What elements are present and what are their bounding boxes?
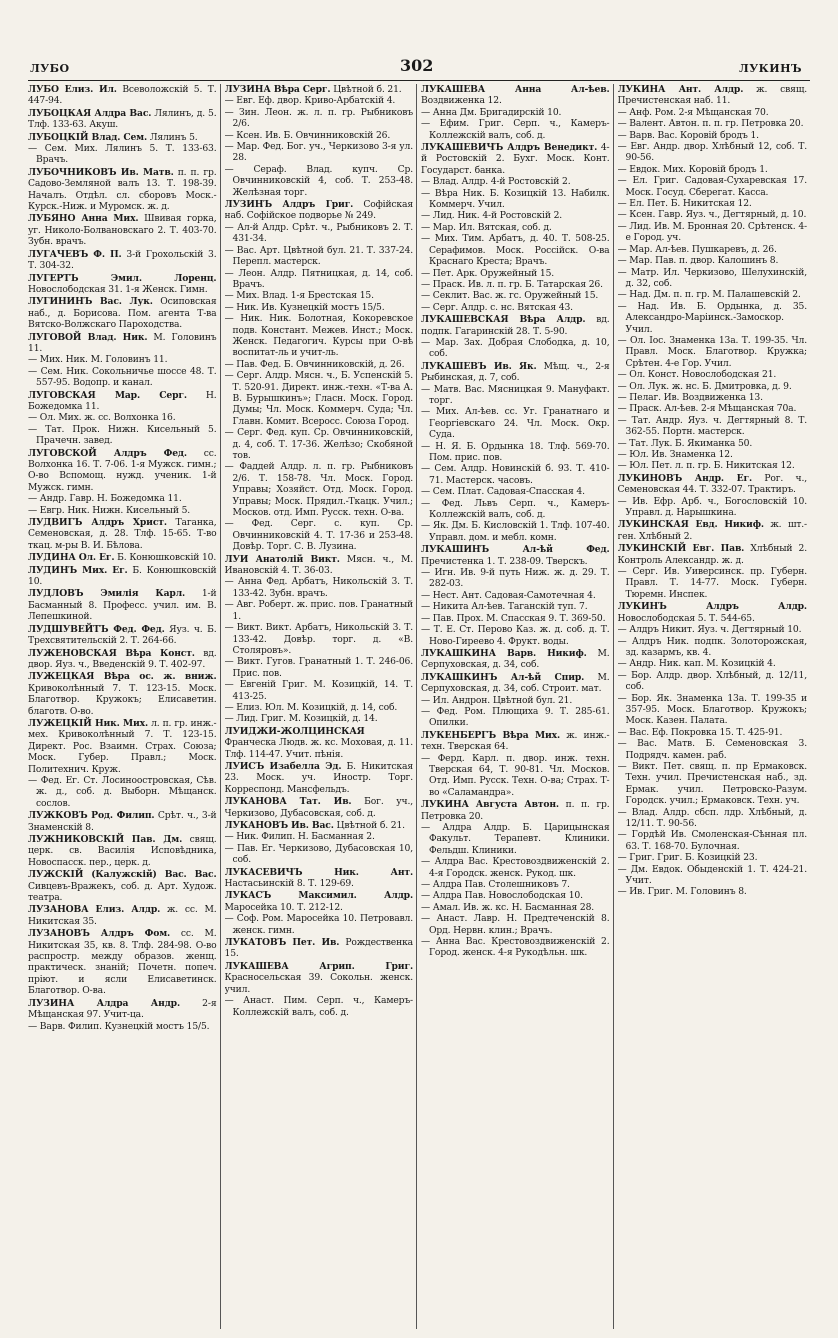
entry-subline: — Сем. Плат. Садовая-Спасская 4. xyxy=(421,486,585,498)
entry-details: М. Серпуховская, д. 34, соб. xyxy=(421,647,610,671)
directory-entry xyxy=(225,726,414,760)
directory-entry xyxy=(225,961,414,1018)
entry-name: ЛУИ Анатолій Викт. xyxy=(224,553,340,565)
entry-details: Таганка, Семеновская, д. 28. Тлф. 15-65. Т-во ткац. м-ры В. И. Бѣлова. xyxy=(28,517,217,551)
entry-subline: — Викт. Гугов. Гранатный 1. Т. 246-06. Прис. пов. xyxy=(224,656,413,679)
entry-subline: — Григ. Григ. Б. Козицкій 23. xyxy=(617,852,758,864)
entry-name: ЛУЗИНА Вѣра Серг. xyxy=(224,84,331,95)
entry-name: ЛУЖНИКОВСКІЙ Пав. Дм. xyxy=(28,834,183,845)
entry-subline: — Дм. Евдок. Обыденскій 1. Т. 424-21. Учит. xyxy=(617,863,807,887)
entry-subline: — Праск. Ив. л. п. гр. Б. Татарская 26. xyxy=(421,278,603,290)
entry-details: Воздвиженка 12. xyxy=(421,95,502,107)
entry-name: ЛУГАЧЕВЪ Ф. П. xyxy=(28,248,122,260)
entry-subline: — Пелаг. Ив. Воздвиженка 13. xyxy=(617,391,763,403)
directory-entry xyxy=(28,517,217,551)
directory-entry xyxy=(28,904,217,927)
entry-subline: — Анаст. Лавр. Н. Предтеченскій 8. Орд. Нервн. клин.; Врачъ. xyxy=(421,913,610,936)
entry-details: Мясн. ч., М. Ивановскій 4. Т. 36-03. xyxy=(224,553,414,577)
directory-entry xyxy=(618,601,808,898)
entry-subline: — Андр. Гавр. Н. Божедомка 11. xyxy=(28,493,182,505)
entry-details: Б. Конюшковскій 10. xyxy=(28,564,217,588)
entry-subline: — Мих. Ник. М. Головинъ 11. xyxy=(28,354,168,366)
entry-details: Красносельская 39. Сокольн. женск. учил. xyxy=(224,972,413,995)
directory-entry xyxy=(28,928,217,996)
entry-name: ЛУКАНОВЪ Ив. Вас. xyxy=(224,820,334,831)
entry-subline: — Тат. Прок. Нижн. Кисельный 5. Прачечн. завед. xyxy=(28,423,217,447)
directory-entry xyxy=(28,273,217,296)
entry-details: Новослободская 31. 1-я Женск. Гимн. xyxy=(28,283,208,295)
directory-entry xyxy=(225,890,414,936)
directory-entry xyxy=(28,998,217,1032)
directory-entry xyxy=(28,249,217,272)
entry-subline: — Сем. Ник. Сокольничье шоссе 48. Т. 557-95. Водопр. и канал. xyxy=(28,365,217,389)
directory-entry xyxy=(28,869,217,903)
entry-subline: — Евгр. Ник. Нижн. Кисельный 5. xyxy=(28,504,191,516)
entry-subline: — Андр. Ник. кап. М. Козицкій 4. xyxy=(617,658,776,670)
page-number: 302 xyxy=(400,56,434,75)
entry-subline: — Ферд. Карл. п. двор. инж. техн. Тверская 64, Т. 90-81. Чл. Москов. Отд. Имп. Русск. Техн. О-ва; Страх. Т-во «Саламандра». xyxy=(421,752,610,798)
entry-details: 2-я Мѣщанская 97. Учит-ца. xyxy=(28,997,217,1021)
entry-details: ж. сс. М. Никитская 35. xyxy=(28,904,217,927)
entry-subline: — Анна Дм. Бригадирскій 10. xyxy=(421,106,562,118)
entry-subline: — Мар. Ил. Вятская, соб. д. xyxy=(421,221,552,233)
entry-details: сс. Волхонка 16. Т. 7-06. 1-я Мужск. гимн.; О-во Вспомощ. нужд. ученик. 1-й Мужск. гимн. xyxy=(28,447,217,493)
directory-entry xyxy=(225,820,414,866)
directory-entry xyxy=(225,761,414,795)
entry-name: ЛУЗИНЪ Алдръ Григ. xyxy=(224,199,354,211)
entry-name: ЛУБЯНО Анна Мих. xyxy=(28,213,139,225)
directory-entry xyxy=(421,672,610,729)
directory-entry xyxy=(421,142,610,313)
entry-details: Новослободская 5. Т. 544-65. xyxy=(617,612,755,624)
entry-details: Сивцевъ-Вражекъ, соб. д. Арт. Худож. театра. xyxy=(28,880,217,904)
entry-subline: — Евг. Андр. двор. Хлѣбный 12, соб. Т. 90-56. xyxy=(617,141,807,164)
entry-subline: — Влад. Алдр. 4-й Ростовскій 2. xyxy=(421,176,571,188)
directory-entry xyxy=(421,361,610,544)
directory-entry xyxy=(28,448,217,516)
directory-entry xyxy=(421,648,610,671)
entry-details: Б. Никитская 23. Моск. уч. Иностр. Торг. Корреспонд. Мансфельдъ. xyxy=(224,760,413,795)
entry-details: Кривоколѣнный 7. Т. 123-15. Моск. Благотвор. Кружокъ; Елисаветин. благотв. О-во. xyxy=(28,682,217,717)
directory-entry xyxy=(28,565,217,588)
entry-subline: — Валент. Автон. п. п. гр. Петровка 20. xyxy=(617,118,804,130)
entry-subline: — Серг. Фед. куп. Ср. Овчинниковскій, д. 4, соб. Т. 17-36. Желѣзо; Скобяной тов. xyxy=(224,427,413,461)
entry-name: ЛУКАШЕВА Агрип. Григ. xyxy=(224,960,413,972)
entry-name: ЛУЖКОВЪ Род. Филип. xyxy=(28,810,155,822)
directory-entry xyxy=(28,718,217,809)
running-head-left: ЛУБО xyxy=(30,62,70,75)
entry-subline: — Фед. Львъ Серп. ч., Камеръ-Коллежскій валъ, соб. д. xyxy=(421,497,610,521)
entry-subline: — Серг. Алдр. с. нс. Вятская 43. xyxy=(421,301,573,313)
entry-subline: — Лид. Григ. М. Козицкій, д. 14. xyxy=(224,713,378,725)
directory-column-1 xyxy=(28,84,221,1329)
entry-details: Бог. уч., Черкизово, Дубасовская, соб. д. xyxy=(224,796,413,819)
entry-subline: — Евдок. Мих. Коровій бродъ 1. xyxy=(617,163,768,175)
entry-subline: — Вас. Матв. Б. Семеновская 3. Подрядч. камен. раб. xyxy=(617,738,807,761)
directory-entry xyxy=(28,84,217,107)
entry-name: ЛУКАШЕВИЧЪ Алдръ Венедикт. xyxy=(421,142,598,154)
entry-subline: — Ол. Конст. Новослободская 21. xyxy=(617,369,777,381)
entry-name: ЛУИСЪ Изабелла Эд. xyxy=(224,760,342,772)
entry-name: ЛУДШУВЕЙТЪ Фед. Фед. xyxy=(28,623,165,635)
running-head-right: ЛУКИНЪ xyxy=(739,62,802,75)
directory-entry xyxy=(225,199,414,553)
entry-name: ЛУКИНОВЪ Андр. Ег. xyxy=(617,472,752,484)
entry-details: Швивая горка, уг. Николо-Болвановскаго 2. Т. 403-70. Зубн. врачъ. xyxy=(28,213,217,248)
page-header xyxy=(0,0,838,80)
entry-name: ЛУКАСЕВИЧЪ Ник. Ант. xyxy=(224,866,413,878)
entry-subline: — Тат. Лук. Б. Якиманка 50. xyxy=(617,437,753,449)
entry-name: ЛУКАНОВА Тат. Ив. xyxy=(224,796,352,808)
entry-subline: — Ив. Григ. М. Головинъ 8. xyxy=(617,886,747,898)
entry-name: ЛУКАТОВЪ Пет. Ив. xyxy=(224,937,340,949)
entry-details: п. п. гр. Садово-Земляной валъ 13. Т. 198-39. Началъ. Отдѣл. сл. сборовъ Моск.-Курск.-Ниж. и Муромск. ж. д. xyxy=(28,166,217,213)
directory-entry xyxy=(225,84,414,198)
directory-entry xyxy=(28,624,217,647)
entry-subline: — Фаддей Алдр. л. п. гр. Рыбниковъ 2/6. Т. 158-78. Чл. Моск. Город. Управы; Хозяйст. Отд. Моск. Город. Управы; Моск. Прядил.-Ткацк. Учил.; Москов. отд. Имп. Русск. техн. О-ва. xyxy=(224,461,413,519)
entry-subline: — Пав. Прох. М. Спасская 9. Т. 369-50. xyxy=(421,612,606,624)
entry-subline: — Мар. Зах. Добрая Слободка, д. 10, соб. xyxy=(421,336,610,360)
entry-details: вд. двор. Яуз. ч., Введенскій 9. Т. 402-97. xyxy=(28,647,217,670)
entry-subline: — Ол. Іос. Знаменка 13а. Т. 199-35. Чл. Правл. Моск. Благотвор. Кружка; Срѣтен. 4-е Гор. Учил. xyxy=(617,334,807,369)
entry-subline: — Алдра Вас. Крестовоздвиженскій 2. 4-я Городск. женск. Рукод. шк. xyxy=(421,856,610,879)
entry-subline: — Юл. Пет. л. п. гр. Б. Никитская 12. xyxy=(617,460,795,472)
entry-name: ЛУДЛОВЪ Эмилія Карл. xyxy=(28,588,186,600)
entry-subline: — Ел. Григ. Садовая-Сухаревская 17. Моск. Госуд. Сберегат. Касса. xyxy=(617,175,807,198)
entry-subline: — Бор. Алдр. двор. Хлѣбный, д. 12/11, соб. xyxy=(617,669,807,693)
entry-subline: — Сем. Алдр. Новинскій б. 93. Т. 410-71. Мастерск. часовъ. xyxy=(421,463,610,486)
entry-subline: — Ефим. Григ. Серп. ч., Камеръ-Коллежскій валъ, соб. д. xyxy=(421,118,610,141)
entry-subline: — Лид. Ив. М. Бронная 20. Срѣтенск. 4-е Город. уч. xyxy=(617,220,807,244)
entry-subline: — Ол. Лук. ж. нс. Б. Дмитровка, д. 9. xyxy=(617,380,792,392)
entry-details: Б. Конюшковскій 10. xyxy=(114,552,217,564)
directory-entry xyxy=(421,84,610,141)
entry-details: п. п. гр. Петровка 20. xyxy=(421,799,610,822)
entry-details: Пречистенка 1. Т. 238-09. Тверскъ. xyxy=(421,555,588,567)
entry-subline: — Мих. Влад. 1-я Брестская 15. xyxy=(224,290,374,302)
directory-entry xyxy=(421,730,610,798)
entry-name: ЛУКАШЕВЪ Ив. Як. xyxy=(421,360,537,372)
entry-subline: — Юл. Ив. Знаменка 12. xyxy=(617,449,733,460)
entry-subline: — Леон. Алдр. Пятницкая, д. 14, соб. Врачъ. xyxy=(224,267,413,290)
entry-subline: — Мар. Ал-ѣев. Пушкаревъ, д. 26. xyxy=(617,243,777,255)
directory-entry xyxy=(618,519,808,542)
entry-subline: — Бор. Як. Знаменка 13а. Т. 199-35 и 357-95. Моск. Благотвор. Кружокъ; Моск. Казен. Палата. xyxy=(617,692,807,727)
entry-subline: — Матв. Вас. Мясницкая 9. Мануфакт. торг. xyxy=(421,383,610,406)
entry-subline: — Ил. Андрон. Цвѣтной бул. 21. xyxy=(421,694,573,706)
entry-name: ЛУДИНЪ Мих. Ег. xyxy=(28,564,128,576)
entry-name: ЛУКАШКИНА Варв. Никиф. xyxy=(421,647,587,659)
entry-subline: — Евгеній Григ. М. Козицкій, 14. Т. 413-25. xyxy=(224,679,413,702)
entry-subline: — Ник. Ник. Болотная, Кокоревское подв. Констант. Межев. Инст.; Моск. Женск. Педагогич. Курсы при О-вѣ воспитат-ль и учит-ль. xyxy=(224,313,413,359)
directory-column-2 xyxy=(225,84,418,1329)
entry-subline: — Мих. Ал-ѣев. сс. Уг. Гранатнаго и Георгіевскаго 24. Чл. Моск. Окр. Суда. xyxy=(421,406,610,441)
entry-details: 4-й Ростовскій 2. Бухг. Моск. Конт. Государст. банка. xyxy=(421,142,610,176)
entry-subline: — Анна Вас. Крестовоздвиженскій 2. Город. женск. 4-я Рукодѣльн. шк. xyxy=(421,936,610,959)
directory-entry xyxy=(225,937,414,960)
entry-subline: — Мар. Фед. Бог. уч., Черкизово 3-я ул. 28. xyxy=(224,141,413,164)
entry-subline: — Сераф. Влад. купч. Ср. Овчинниковскій 4, соб. Т. 253-48. Желѣзная торг. xyxy=(224,163,413,198)
entry-subline: — Секлит. Вас. ж. гс. Оружейный 15. xyxy=(421,290,599,302)
directory-entry xyxy=(618,84,808,472)
entry-details: М. Серпуховская, д. 34, соб. Строит. мат. xyxy=(421,671,610,695)
entry-subline: — Н. Я. Б. Ордынка 18. Тлф. 569-70. Пом. прис. пов. xyxy=(421,440,610,463)
directory-entry xyxy=(28,390,217,447)
entry-name: ЛУБО Елиз. Ил. xyxy=(28,84,117,95)
entry-name: ЛУКАШИНЪ Ал-ѣй Фед. xyxy=(421,544,610,556)
entry-subline: — Як. Дм. Б. Кисловскій 1. Тлф. 107-40. Управл. дом. и мебл. комн. xyxy=(421,520,610,543)
entry-name: ЛУБОЦКІЙ Влад. Сем. xyxy=(28,131,148,143)
entry-subline: — Вас. Еф. Покровка 15. Т. 425-91. xyxy=(617,726,783,738)
directory-entry xyxy=(28,671,217,717)
directory-entry xyxy=(28,834,217,868)
entry-subline: — Зин. Леон. ж. л. п. гр. Рыбниковъ 2/6. xyxy=(224,106,413,130)
entry-subline: — Амал. Ив. ж. кс. Н. Басманная 28. xyxy=(421,901,595,913)
entry-subline: — Над. Дм. п. п. гр. М. Палашевскій 2. xyxy=(617,289,801,301)
entry-subline: — Ник. Филип. Н. Басманная 2. xyxy=(224,831,375,843)
entry-subline: — Ал-й Алдр. Срѣт. ч., Рыбниковъ 2. Т. 431-34. xyxy=(224,221,413,245)
entry-details: Яуз. ч. Б. Трехсвятительскій 2. Т. 264-66. xyxy=(28,623,217,647)
entry-name: ЛУЗАНОВЪ Алдръ Фом. xyxy=(28,928,171,940)
entry-subline: — Алдръ Никит. Яуз. ч. Дегтярный 10. xyxy=(617,624,802,636)
entry-details: М. Головинъ 11. xyxy=(28,331,217,354)
entry-name: ЛУЖЕЦКІЙ Ник. Мих. xyxy=(28,717,149,729)
entry-name: ЛУКАСЪ Максимил. Алдр. xyxy=(224,890,413,902)
entry-subline: — Алдра Алдр. Б. Царицынская Факульт. Терапевт. Клиники. Фельдш. Клиники. xyxy=(421,822,610,856)
entry-name: ЛУЖЕЦКАЯ Вѣра ос. ж. вниж. xyxy=(28,671,217,683)
entry-name: ЛУИДЖИ-ЖОЛЦИНСКАЯ xyxy=(224,725,365,737)
entry-details: вд. подпк. Гагаринскій 28. Т. 5-90. xyxy=(421,314,610,337)
entry-name: ЛУГИНИНЪ Вас. Лук. xyxy=(28,296,153,308)
directory-columns xyxy=(28,84,810,1329)
entry-details: ж. инж.-техн. Тверская 64. xyxy=(421,729,610,753)
entry-name: ЛУЗАНОВА Елиз. Алдр. xyxy=(28,904,161,916)
directory-entry xyxy=(28,552,217,563)
entry-subline: — Ксен. Ив. Б. Овчинниковскій 26. xyxy=(224,129,391,141)
entry-name: ЛУГОВСКОЙ Алдръ Фед. xyxy=(28,447,187,459)
entry-subline: — Пав. Фед. Б. Овчинниковскій, д. 26. xyxy=(224,358,405,370)
entry-subline: — Фед. Ром. Плющиха 9. Т. 285-61. Опилки. xyxy=(421,705,610,729)
entry-name: ЛУКИНЪ Алдръ Алдр. xyxy=(617,601,807,613)
entry-subline: — Алдра Пав. Столешниковъ 7. xyxy=(421,879,570,891)
entry-subline: — Матр. Ил. Черкизово, Шелухинскій, д. 32, соб. xyxy=(617,266,807,289)
entry-name: ЛУГЕРТЪ Эмил. Лоренц. xyxy=(28,272,217,284)
entry-details: 1-й Басманный 8. Професс. учил. им. В. Лепешкиной. xyxy=(28,588,217,623)
entry-subline: — Влад. Алдр. сбсп. лдр. Хлѣбный, д. 12/11. Т. 90-56. xyxy=(617,806,807,829)
entry-name: ЛУЖЕНОВСКАЯ Вѣра Конст. xyxy=(28,647,195,659)
entry-subline: — Викт. Викт. Арбатъ, Никольскій 3. Т. 133-42. Довѣр. торг. д. «В. Столяровъ». xyxy=(224,622,413,656)
entry-name: ЛУКАШЕВА Анна Ал-ѣев. xyxy=(421,84,610,95)
entry-subline: — Анна Фед. Арбатъ, Никольскій 3. Т. 133-42. Зубн. врачъ. xyxy=(224,576,413,599)
entry-subline: — Ел. Пет. Б. Никитская 12. xyxy=(617,198,752,210)
entry-name: ЛУДВИГЪ Алдръ Христ. xyxy=(28,517,167,529)
entry-details: Всеволожскій 5. Т. 447-94. xyxy=(28,84,217,107)
entry-subline: — Мих. Тим. Арбатъ, д. 40. Т. 508-25. Серафимов. Моск. Россійск. О-ва Краснаго Креста; Врачъ. xyxy=(421,233,610,268)
entry-subline: — Соф. Ром. Маросейка 10. Петровавл. женск. гимн. xyxy=(224,913,413,936)
entry-subline: — Авг. Роберт. ж. прис. пов. Гранатный 1. xyxy=(224,599,413,622)
entry-name: ЛУБОЦКАЯ Алдра Вас. xyxy=(28,107,152,119)
entry-subline: — Гордѣй Ив. Смоленская-Сѣнная пл. 63. Т. 168-70. Булочная. xyxy=(617,829,807,852)
directory-entry xyxy=(28,648,217,671)
entry-name: ЛУКИНА Ант. Алдр. xyxy=(617,84,744,95)
directory-entry xyxy=(28,132,217,166)
entry-subline: — Анф. Ром. 2-я Мѣщанская 70. xyxy=(617,106,769,118)
entry-subline: — Анаст. Пим. Серп. ч., Камеръ-Коллежскій валъ, соб. д. xyxy=(224,995,413,1018)
entry-name: ЛУКАШЕВСКАЯ Вѣра Алдр. xyxy=(421,314,586,326)
entry-subline: — Елиз. Юл. М. Козицкій, д. 14, соб. xyxy=(224,701,398,713)
entry-subline: — Ксен. Гавр. Яуз. ч., Дегтярный, д. 10. xyxy=(617,209,807,221)
entry-details: Рождественка 15. xyxy=(224,937,413,960)
entry-name: ЛУКИНСКІЙ Евг. Пав. xyxy=(617,543,745,555)
directory-entry xyxy=(225,554,414,725)
entry-name: ЛУКАШКИНЪ Ал-ѣй Спир. xyxy=(421,671,585,683)
entry-subline: — Праск. Ал-ѣев. 2-я Мѣщанская 70а. xyxy=(617,403,797,415)
entry-subline: — Викт. Пет. свящ. п. пр Ермаковск. Техн. учил. Пречистенская наб., зд. Ермак. учил. Петровско-Разум. Городск. учил.; Ермаковск. Техн. уч. xyxy=(617,760,807,807)
entry-details: Хлѣбный 2. Контроль Александр. ж. д. xyxy=(617,543,808,566)
entry-name: ЛУКИНСКАЯ Евд. Никиф. xyxy=(617,519,764,531)
entry-details: Осиповская наб., д. Борисова. Пом. агента Т-ва Вятско-Волжскаго Пароходства. xyxy=(28,296,217,331)
entry-name: ЛУБОЧНИКОВЪ Ив. Матв. xyxy=(28,166,174,178)
entry-details: Софійская наб. Софійское подворье № 249. xyxy=(224,199,413,222)
entry-subline: — Алдръ Ник. подпк. Золоторожская, зд. казармъ, кв. 4. xyxy=(617,635,807,658)
entry-details: Франческа Людв. ж. кс. Моховая, д. 11. Тлф. 114-47. Учит. пѣнія. xyxy=(224,737,413,760)
entry-subline: — Вас. Арт. Цвѣтной бул. 21. Т. 337-24. Перепл. мастерск. xyxy=(224,244,413,268)
entry-details: л. п. гр. инж.-мех. Кривоколѣнный 7. Т. 123-15. Директ. Рос. Взаимн. Страх. Союза; Моск. Губер. Правл.; Моск. Политехнич. Круж. xyxy=(28,717,217,775)
directory-entry xyxy=(421,799,610,959)
entry-name: ЛУГОВСКАЯ Мар. Серг. xyxy=(28,389,187,401)
directory-entry xyxy=(28,167,217,213)
directory-entry xyxy=(28,108,217,131)
entry-subline: — Т. Е. Ст. Перово Каз. ж. д. соб. д. Т. Ново-Гиреево 4. Фрукт. воды. xyxy=(421,624,610,647)
entry-subline: — Серг. Ив. Уиверсинск. пр. Губерн. Правл. Т. 14-77. Моск. Губерн. Тюремн. Инспек. xyxy=(617,566,807,600)
entry-details: Рог. ч., Семеновская 44. Т. 332-07. Трактиръ. xyxy=(617,472,808,496)
entry-details: Н. Божедомка 11. xyxy=(28,389,217,412)
entry-subline: — Мар. Пав. п. двор. Калошинъ 8. xyxy=(617,255,779,267)
entry-subline: — Тат. Андр. Яуз. ч. Дегтярный 8. Т. 362-55. Портн. мастерск. xyxy=(617,414,807,438)
entry-subline: — Пав. Ег. Черкизово, Дубасовская 10, соб. xyxy=(224,842,413,866)
directory-column-3 xyxy=(421,84,614,1329)
entry-details: свящ. церк. св. Василія Исповѣдника, Новоспасск. пер., церк. д. xyxy=(28,834,217,868)
entry-subline: — Сем. Мих. Лялинъ 5. Т. 133-63. Врачъ. xyxy=(28,143,217,166)
entry-name: ЛУЗИНА Алдра Андр. xyxy=(28,997,180,1009)
entry-subline: — Ник. Ив. Кузнецкій мостъ 15/5. xyxy=(224,301,385,313)
directory-entry xyxy=(28,296,217,330)
directory-entry xyxy=(225,867,414,890)
entry-subline: — Алдра Пав. Новослободская 10. xyxy=(421,890,583,902)
directory-entry xyxy=(421,544,610,647)
entry-subline: — Над. Ив. Б. Ордынка, д. 35. Александро-Маріинск.-Замоскор. Учил. xyxy=(617,300,807,335)
entry-details: Лялинъ 5. xyxy=(147,131,198,143)
entry-name: ЛУЖСКІЙ (Калужскій) Вас. Вас. xyxy=(28,869,217,881)
entry-subline: — Фед. Серг. с. куп. Ср. Овчинниковскій 4. Т. 17-36 и 253-48. Довѣр. Торг. С. В. Лузина. xyxy=(224,518,413,553)
entry-subline: — Никита Ал-ѣев. Таганскій туп. 7. xyxy=(421,601,588,613)
entry-details: Срѣт. ч., 3-й Знаменскій 8. xyxy=(28,810,217,833)
entry-details: 3-й Грохольскій 3. Т. 304-32. xyxy=(28,248,217,272)
directory-entry xyxy=(28,332,217,389)
entry-subline: — Нест. Ант. Садовая-Самотечная 4. xyxy=(421,589,596,601)
directory-entry xyxy=(618,473,808,519)
entry-details: Лялинъ, д. 5. Тлф. 133-63. Акуш. xyxy=(28,107,217,131)
entry-details: сс. М. Никитская 35, кв. 8. Тлф. 284-98. О-во распростр. между образов. женщ. практическ. знаній; Почетн. попеч. пріют. и ясли Елисаветинск. Благотвор. О-ва. xyxy=(28,928,217,997)
entry-details: Маросейка 10. Т. 212-12. xyxy=(224,901,343,913)
directory-entry xyxy=(225,796,414,819)
entry-name: ЛУКИНА Августа Автон. xyxy=(421,799,559,811)
entry-name: ЛУКЕНБЕРГЪ Вѣра Мих. xyxy=(421,729,561,741)
entry-subline: — Евг. Еф. двор. Криво-Арбатскій 4. xyxy=(224,95,396,107)
directory-entry xyxy=(618,543,808,600)
entry-details: ж. шт.-ген. Хлѣбный 2. xyxy=(617,519,807,542)
entry-details: Цвѣтной б. 21. xyxy=(333,820,405,831)
entry-subline: — Варв. Филип. Кузнецкій мостъ 15/5. xyxy=(28,1020,210,1032)
entry-subline: — Варв. Вас. Коровій бродъ 1. xyxy=(617,129,759,141)
directory-column-4 xyxy=(618,84,811,1329)
entry-subline: — Фед. Ег. Ст. Лосиноостровская, Сѣв. ж. д., соб. д. Выборн. Мѣщанск. сослов. xyxy=(28,774,217,809)
entry-name: ЛУДИНА Ол. Ег. xyxy=(28,552,115,564)
directory-entry xyxy=(28,588,217,622)
entry-subline: — Серг. Алдр. Мясн. ч., Б. Успенскій 5. Т. 520-91. Директ. инж.-техн. «Т-ва А. В. Бурышкинъ»; Гласн. Моск. Город. Думы; Чл. Моск. Коммерч. Суда; Чл. Главн. Комит. Всеросс. Союза Город. xyxy=(224,370,413,427)
entry-subline: — Игн. Ив. 9-й путь Ниж. ж. д. 29. Т. 282-03. xyxy=(421,567,610,590)
entry-subline: — Лид. Ник. 4-й Ростовскій 2. xyxy=(421,210,563,222)
entry-name: ЛУГОВОЙ Влад. Ник. xyxy=(28,331,148,343)
entry-details: Настасьинскій 8. Т. 129-69. xyxy=(224,878,354,890)
entry-details: Цвѣтной б. 21. xyxy=(330,84,402,95)
directory-entry xyxy=(28,810,217,833)
entry-details: Мѣщ. ч., 2-я Рыбинская, д. 7, соб. xyxy=(421,360,610,384)
entry-subline: — Вѣра Ник. Б. Козицкій 13. Набилк. Коммерч. Учил. xyxy=(421,187,610,211)
entry-subline: — Пет. Арк. Оружейный 15. xyxy=(421,267,555,279)
directory-entry xyxy=(28,213,217,247)
header-rule xyxy=(28,80,810,81)
entry-subline: — Ол. Мих. ж. сс. Волхонка 16. xyxy=(28,412,176,424)
entry-subline: — Ив. Ефр. Арб. ч., Богословскій 10. Управл. д. Нарышкина. xyxy=(617,495,807,519)
entry-details: ж. свящ. Пречистенская наб. 11. xyxy=(617,84,807,107)
directory-entry xyxy=(421,314,610,360)
